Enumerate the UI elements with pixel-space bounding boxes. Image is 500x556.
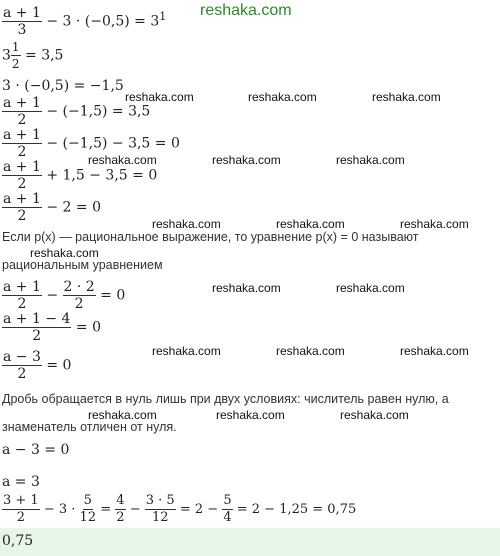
equation-line-9: [2, 312, 101, 343]
whole-part: 3: [2, 47, 11, 64]
numerator: a + 1: [3, 191, 41, 207]
equation-text: − 3 · (−0,5) = 3: [46, 13, 160, 30]
equation-line-11: a − 3 = 0: [2, 442, 70, 458]
watermark: reshaka.com: [88, 408, 157, 422]
watermark: reshaka.com: [212, 281, 281, 295]
equation-text: = 0: [46, 357, 72, 374]
equation-text: = 0: [100, 287, 126, 304]
watermark: reshaka.com: [276, 217, 345, 231]
denominator: 12: [79, 510, 97, 525]
watermark: reshaka.com: [248, 90, 317, 104]
numerator: a + 1: [3, 279, 41, 295]
numerator: a + 1 − 4: [3, 311, 71, 327]
watermark: reshaka.com: [400, 217, 469, 231]
numerator: a + 1: [3, 5, 41, 21]
watermark: reshaka.com: [276, 344, 345, 358]
equation-line-13: [2, 494, 356, 525]
rule-text: Дробь обращается в нуль лишь при двух условиях: числитель равен нулю, а: [2, 392, 449, 406]
numerator: a + 1: [3, 127, 41, 143]
denominator: 2: [17, 296, 27, 312]
equation-text: − (−1,5) = 3,5: [46, 103, 151, 120]
equation-line-3: 3 · (−0,5) = −1,5: [2, 78, 124, 94]
operator: −: [129, 502, 141, 517]
numerator: 2 · 2: [63, 279, 95, 295]
watermark: reshaka.com: [152, 344, 221, 358]
watermark: reshaka.com: [340, 408, 409, 422]
equation-line-7: [2, 192, 101, 223]
denominator: 3: [17, 22, 27, 38]
denominator: 2: [17, 144, 27, 160]
equation-text: − 2 = 0: [46, 199, 101, 216]
equation-text: = 3,5: [25, 47, 64, 64]
definition-text: рациональным уравнением: [2, 258, 163, 272]
operator: −: [46, 287, 59, 304]
equation-text: − (−1,5) − 3,5 = 0: [46, 135, 180, 152]
denominator: 2: [11, 57, 20, 71]
watermark: reshaka.com: [336, 281, 405, 295]
denominator: 2: [16, 510, 25, 525]
equation-line-10: [2, 350, 71, 381]
equation-text: = 2 − 1,25 = 0,75: [236, 502, 357, 517]
operator: − 3 ·: [43, 502, 76, 517]
equation-text: = 0: [75, 319, 101, 336]
watermark: reshaka.com: [336, 153, 405, 167]
watermark: reshaka.com: [125, 90, 194, 104]
superscript: 1: [159, 9, 167, 23]
watermark: reshaka.com: [216, 408, 285, 422]
numerator: 3 · 5: [145, 493, 175, 508]
equation-line-6: [2, 160, 157, 191]
answer-band: [0, 528, 500, 556]
rule-text: знаменатель отличен от нуля.: [2, 420, 177, 434]
definition-text: Если p(x) — рациональное выражение, то уравнение p(x) = 0 называют: [2, 230, 419, 244]
numerator: a + 1: [3, 95, 41, 111]
numerator: 5: [223, 493, 232, 508]
numerator: a + 1: [3, 159, 41, 175]
numerator: 1: [11, 40, 20, 54]
watermark: reshaka.com: [88, 153, 157, 167]
denominator: 2: [17, 366, 27, 382]
watermark: reshaka.com: [152, 217, 221, 231]
denominator: 2: [32, 328, 42, 344]
denominator: 4: [223, 510, 232, 525]
denominator: 2: [116, 510, 125, 525]
watermark: reshaka.com: [400, 344, 469, 358]
equation-line-1: [2, 6, 166, 37]
watermark: reshaka.com: [212, 153, 281, 167]
watermark-top: reshaka.com: [200, 2, 292, 19]
equation-line-4: [2, 96, 150, 127]
equation-line-12: a = 3: [2, 474, 40, 490]
numerator: 4: [116, 493, 125, 508]
watermark: reshaka.com: [30, 246, 99, 260]
answer-value: 0,75: [2, 533, 34, 549]
denominator: 2: [17, 112, 27, 128]
operator: = 2 −: [179, 502, 219, 517]
watermark: reshaka.com: [372, 90, 441, 104]
denominator: 2: [17, 208, 27, 224]
equation-text: + 1,5 − 3,5 = 0: [46, 167, 158, 184]
numerator: 3 + 1: [3, 493, 39, 508]
denominator: 12: [151, 510, 169, 525]
operator: =: [100, 502, 112, 517]
equation-line-2: [2, 40, 63, 71]
equation-line-8: [2, 280, 125, 311]
equation-line-5: [2, 128, 180, 159]
numerator: 5: [83, 493, 92, 508]
denominator: 2: [17, 176, 27, 192]
denominator: 2: [74, 296, 84, 312]
numerator: a − 3: [3, 349, 41, 365]
